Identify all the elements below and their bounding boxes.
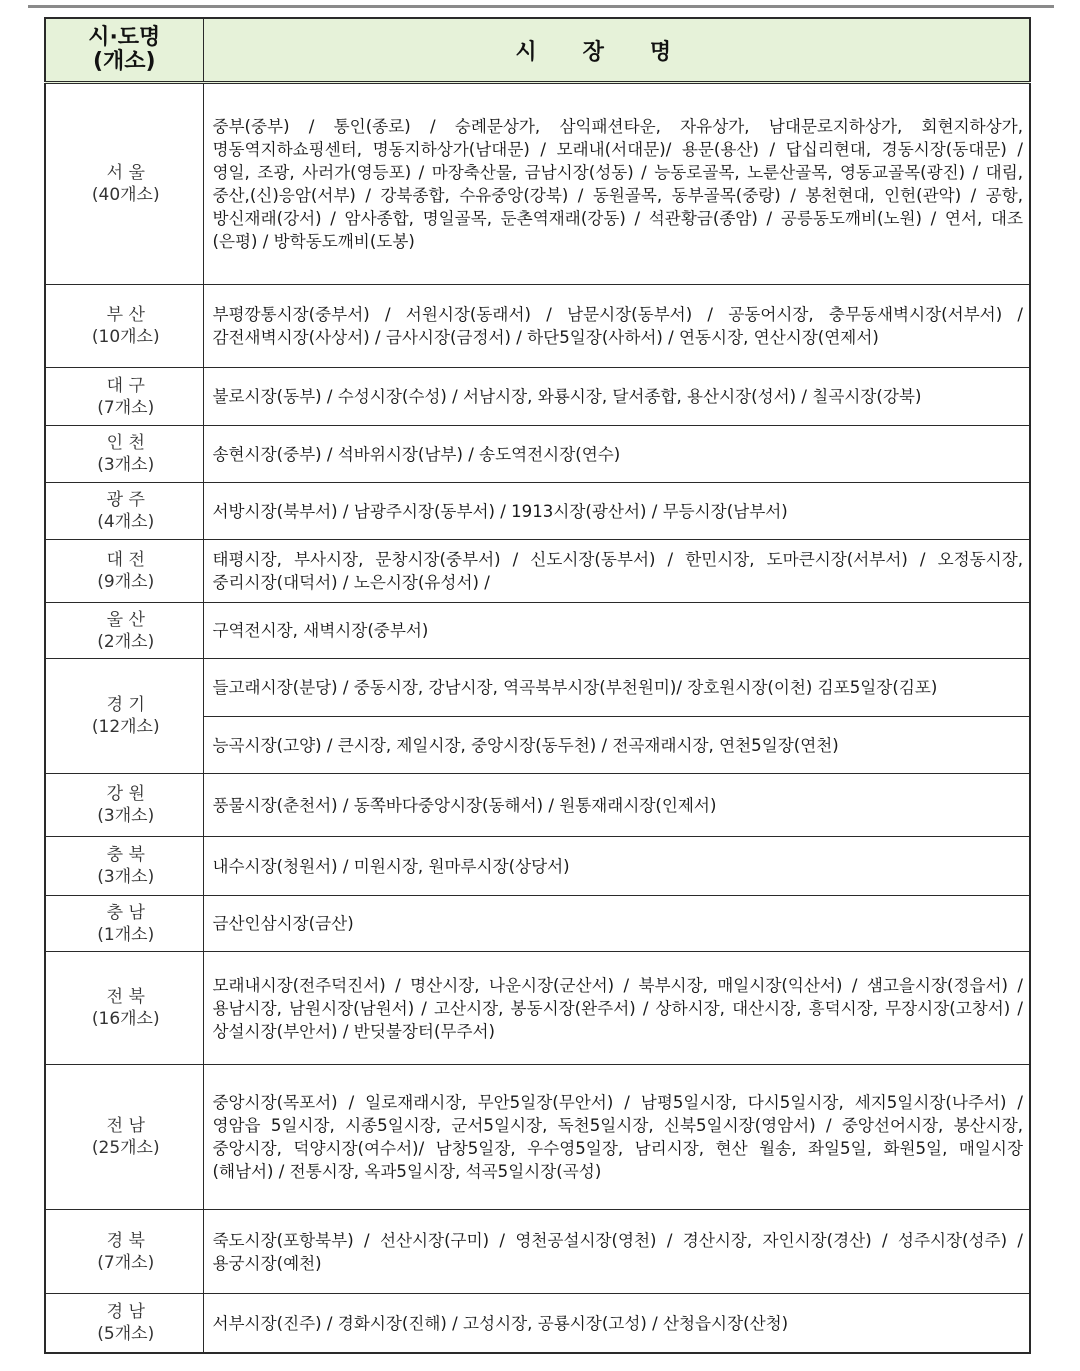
region-cell [45, 368, 203, 426]
region-cell [45, 603, 203, 659]
region-count: (1개소) [97, 924, 155, 945]
region-count: (3개소) [97, 455, 155, 475]
region-count: (4개소) [97, 512, 155, 532]
region-name: 전 북 [106, 987, 145, 1007]
region-count: (40개소) [91, 185, 160, 205]
table-row [45, 603, 1030, 659]
region-name: 부 산 [106, 305, 145, 325]
region-count: (7개소) [97, 1252, 155, 1273]
market-names-cell: 서부시장(진주) / 경화시장(진해) / 고성시장, 공룡시장(고성) / 산청읍시장(산청) [203, 1294, 1030, 1354]
region-name: 경 기 [106, 695, 145, 715]
table-row [45, 952, 1030, 1065]
region-count: (25개소) [91, 1138, 160, 1158]
region-cell [45, 285, 203, 368]
header-region-unit: (개소) [92, 49, 156, 74]
region-name: 인 천 [106, 433, 145, 453]
table-row [45, 774, 1030, 837]
region-name: 경 남 [106, 1302, 145, 1322]
header-row [45, 18, 1030, 83]
market-names-cell: 구역전시장, 새벽시장(중부서) [203, 603, 1030, 659]
table-row [45, 1294, 1030, 1354]
region-cell [45, 896, 203, 952]
region-name: 울 산 [106, 609, 145, 630]
market-names-cell: 죽도시장(포항북부) / 선산시장(구미) / 영천공설시장(영천) / 경산시장, 자인시장(경산) / 성주시장(성주) / 용궁시장(예천) [203, 1210, 1030, 1294]
top-strip [28, 0, 1054, 8]
region-name: 충 북 [106, 845, 145, 865]
table-row [45, 896, 1030, 952]
table-row [45, 483, 1030, 540]
header-market-names: 시장명 [203, 18, 1030, 83]
region-cell [45, 83, 203, 285]
market-names-cell: 내수시장(청원서) / 미원시장, 원마루시장(상당서) [203, 837, 1030, 896]
table-row [45, 285, 1030, 368]
region-count: (5개소) [97, 1324, 155, 1344]
region-name: 광 주 [106, 490, 145, 510]
table-row [45, 1210, 1030, 1294]
region-cell [45, 659, 203, 774]
region-cell [45, 774, 203, 837]
region-count: (16개소) [91, 1009, 160, 1029]
region-cell [45, 426, 203, 483]
market-names-cell: 서방시장(북부서) / 남광주시장(동부서) / 1913시장(광산서) / 무등시장(남부서) [203, 483, 1030, 540]
market-names-cell: 중부(중부) / 통인(종로) / 숭례문상가, 삼익패션타운, 자유상가, 남대문로지하상가, 회현지하상가, 명동역지하쇼핑센터, 명동지하상가(남대문) / 모래내(서대문)/ 용문(용산) / 답십리현대, 경동시장(동대문) / 영일, 조광, 사러가(영등포) / 마장축산물, 금남시장(성동) / 능동로골목, 노룬산골목, 영동교골목(광진) / 대림, 중산,(신)응암(서부) / 강북종합, 수유중앙(강북) / 동원골목, 동부골목(중랑) / 봉천현대, 인헌(관악) / 공항, 방신재래(강서) / 암사종합, 명일골목, 둔촌역재래(강동) / 석관황금(종암) / 공릉동도깨비(노원) / 연서, 대조(은평) / 방학동도깨비(도봉) [203, 83, 1030, 285]
region-name: 전 남 [106, 1116, 145, 1136]
market-table [44, 17, 1031, 1354]
market-names-cell: 모래내시장(전주덕진서) / 명산시장, 나운시장(군산서) / 북부시장, 매일시장(익산서) / 샘고을시장(정읍서) / 용남시장, 남원시장(남원서) / 고산시장, 봉동시장(완주서) / 상하시장, 대산시장, 흥덕시장, 무장시장(고창서) / 상설시장(부안서) / 반딧불장터(무주서) [203, 952, 1030, 1065]
region-name: 강 원 [106, 784, 145, 804]
market-names-cell: 풍물시장(춘천서) / 동쪽바다중앙시장(동해서) / 원통재래시장(인제서) [203, 774, 1030, 837]
region-count: (9개소) [97, 572, 155, 592]
region-count: (7개소) [97, 397, 155, 418]
market-names-cell: 능곡시장(고양) / 큰시장, 제일시장, 중앙시장(동두천) / 전곡재래시장, 연천5일장(연천) [203, 717, 1030, 774]
region-cell [45, 952, 203, 1065]
header-region-title: 시·도명 [88, 25, 161, 50]
region-count: (2개소) [97, 631, 155, 652]
region-cell [45, 837, 203, 896]
region-count: (12개소) [91, 717, 160, 737]
region-count: (3개소) [97, 806, 155, 826]
market-names-cell: 송현시장(중부) / 석바위시장(남부) / 송도역전시장(연수) [203, 426, 1030, 483]
region-name: 서 울 [106, 163, 145, 183]
table-row [45, 426, 1030, 483]
market-names-cell: 들고래시장(분당) / 중동시장, 강남시장, 역곡북부시장(부천원미)/ 장호원시장(이천) 김포5일장(김포) [203, 659, 1030, 717]
market-names-cell: 태평시장, 부사시장, 문창시장(중부서) / 신도시장(동부서) / 한민시장, 도마큰시장(서부서) / 오정동시장, 중리시장(대덕서) / 노은시장(유성서) / [203, 540, 1030, 603]
market-names-cell: 금산인삼시장(금산) [203, 896, 1030, 952]
region-name: 충 남 [106, 902, 145, 923]
table-row [45, 1065, 1030, 1210]
region-name: 경 북 [106, 1230, 145, 1251]
region-cell [45, 1294, 203, 1354]
table-row [45, 540, 1030, 603]
region-cell [45, 1210, 203, 1294]
table-row [45, 659, 1030, 717]
region-cell [45, 483, 203, 540]
region-count: (3개소) [97, 867, 155, 887]
table-row [45, 83, 1030, 285]
market-names-cell: 부평깡통시장(중부서) / 서원시장(동래서) / 남문시장(동부서) / 공동어시장, 충무동새벽시장(서부서) / 감전새벽시장(사상서) / 금사시장(금정서) / 하단5일장(사하서) / 연동시장, 연산시장(연제서) [203, 285, 1030, 368]
region-cell [45, 540, 203, 603]
region-cell [45, 1065, 203, 1210]
table-row [45, 368, 1030, 426]
region-name: 대 구 [106, 375, 145, 396]
table-row [45, 837, 1030, 896]
header-region [45, 18, 203, 83]
market-names-cell: 중앙시장(목포서) / 일로재래시장, 무안5일장(무안서) / 남평5일시장, 다시5일시장, 세지5일시장(나주서) / 영암읍 5일시장, 시종5일시장, 군서5일시장, 독천5일시장, 신북5일시장(영암서) / 중앙선어시장, 봉산시장, 중앙시장, 덕양시장(여수서)/ 남창5일장, 우수영5일장, 남리시장, 현산 월송, 좌일5일, 화원5일, 매일시장(해남서) / 전통시장, 옥과5일시장, 석곡5일시장(곡성) [203, 1065, 1030, 1210]
region-name: 대 전 [106, 550, 145, 570]
region-count: (10개소) [91, 327, 160, 347]
market-names-cell: 불로시장(동부) / 수성시장(수성) / 서남시장, 와룡시장, 달서종합, 용산시장(성서) / 칠곡시장(강북) [203, 368, 1030, 426]
